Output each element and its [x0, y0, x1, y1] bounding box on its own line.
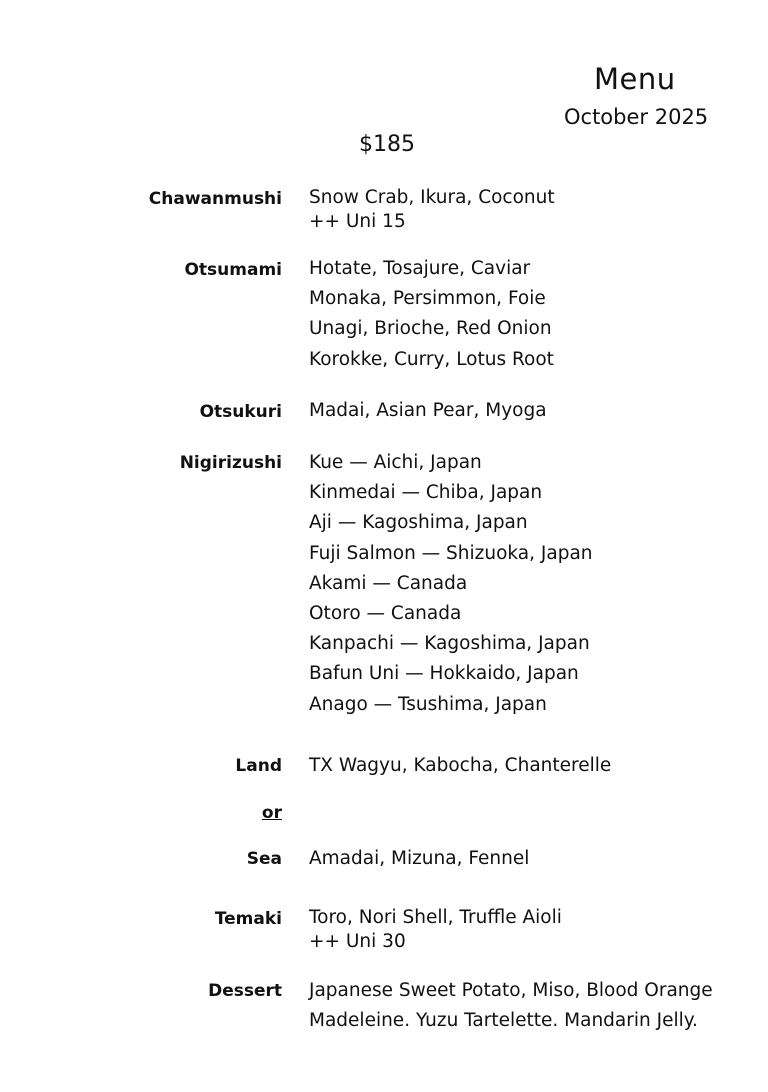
list-item: Korokke, Curry, Lotus Root: [309, 348, 554, 370]
menu-price: $185: [359, 132, 415, 157]
course-items-otsukuri: [309, 396, 547, 426]
course-items-otsumami: [309, 254, 554, 375]
list-item: TX Wagyu, Kabocha, Chanterelle: [309, 755, 612, 776]
addon-item: ++ Uni 30: [309, 931, 406, 952]
course-items-land: [309, 751, 611, 781]
list-item: Snow Crab, Ikura, Coconut: [309, 187, 555, 208]
course-label-or: or: [261, 803, 282, 823]
course-items-sea: [309, 844, 529, 874]
course-label-land: Land: [235, 756, 282, 776]
course-label-chawanmushi: Chawanmushi: [148, 189, 282, 209]
course-label-nigirizushi: Nigirizushi: [179, 453, 282, 473]
list-item: Hotate, Tosajure, Caviar: [309, 258, 531, 279]
course-items-chawanmushi: [309, 186, 555, 234]
course-label-temaki: Temaki: [214, 909, 282, 929]
addon-item: ++ Uni 15: [309, 211, 406, 232]
list-item: Aji — Kagoshima, Japan: [309, 512, 528, 534]
list-item: Kanpachi — Kagoshima, Japan: [309, 633, 590, 655]
course-items-nigirizushi: [309, 448, 593, 720]
list-item: Toro, Nori Shell, Truffle Aioli: [309, 907, 562, 928]
list-item: Monaka, Persimmon, Foie: [309, 288, 546, 310]
course-label-otsukuri: Otsukuri: [199, 402, 282, 422]
list-item: Otoro — Canada: [309, 603, 462, 625]
list-item: Amadai, Mizuna, Fennel: [309, 848, 530, 869]
list-item: Japanese Sweet Potato, Miso, Blood Orange: [309, 980, 713, 1001]
list-item: Fuji Salmon — Shizuoka, Japan: [309, 542, 593, 564]
course-label-sea: Sea: [246, 849, 282, 869]
list-item: Bafun Uni — Hokkaido, Japan: [309, 663, 579, 685]
menu-date: October 2025: [564, 105, 709, 129]
course-label-dessert: Dessert: [208, 981, 282, 1001]
list-item: Akami — Canada: [309, 572, 468, 594]
list-item: Madeleine. Yuzu Tartelette. Mandarin Jelly.: [309, 1010, 698, 1032]
list-item: Madai, Asian Pear, Myoga: [309, 400, 547, 421]
course-label-otsumami: Otsumami: [184, 260, 282, 280]
menu-title: Menu: [594, 62, 676, 96]
course-items-temaki: [309, 906, 562, 954]
course-items-dessert: [309, 976, 713, 1036]
list-item: Kue — Aichi, Japan: [309, 452, 482, 473]
list-item: Unagi, Brioche, Red Onion: [309, 318, 552, 340]
list-item: Kinmedai — Chiba, Japan: [309, 482, 543, 504]
list-item: Anago — Tsushima, Japan: [309, 693, 547, 715]
